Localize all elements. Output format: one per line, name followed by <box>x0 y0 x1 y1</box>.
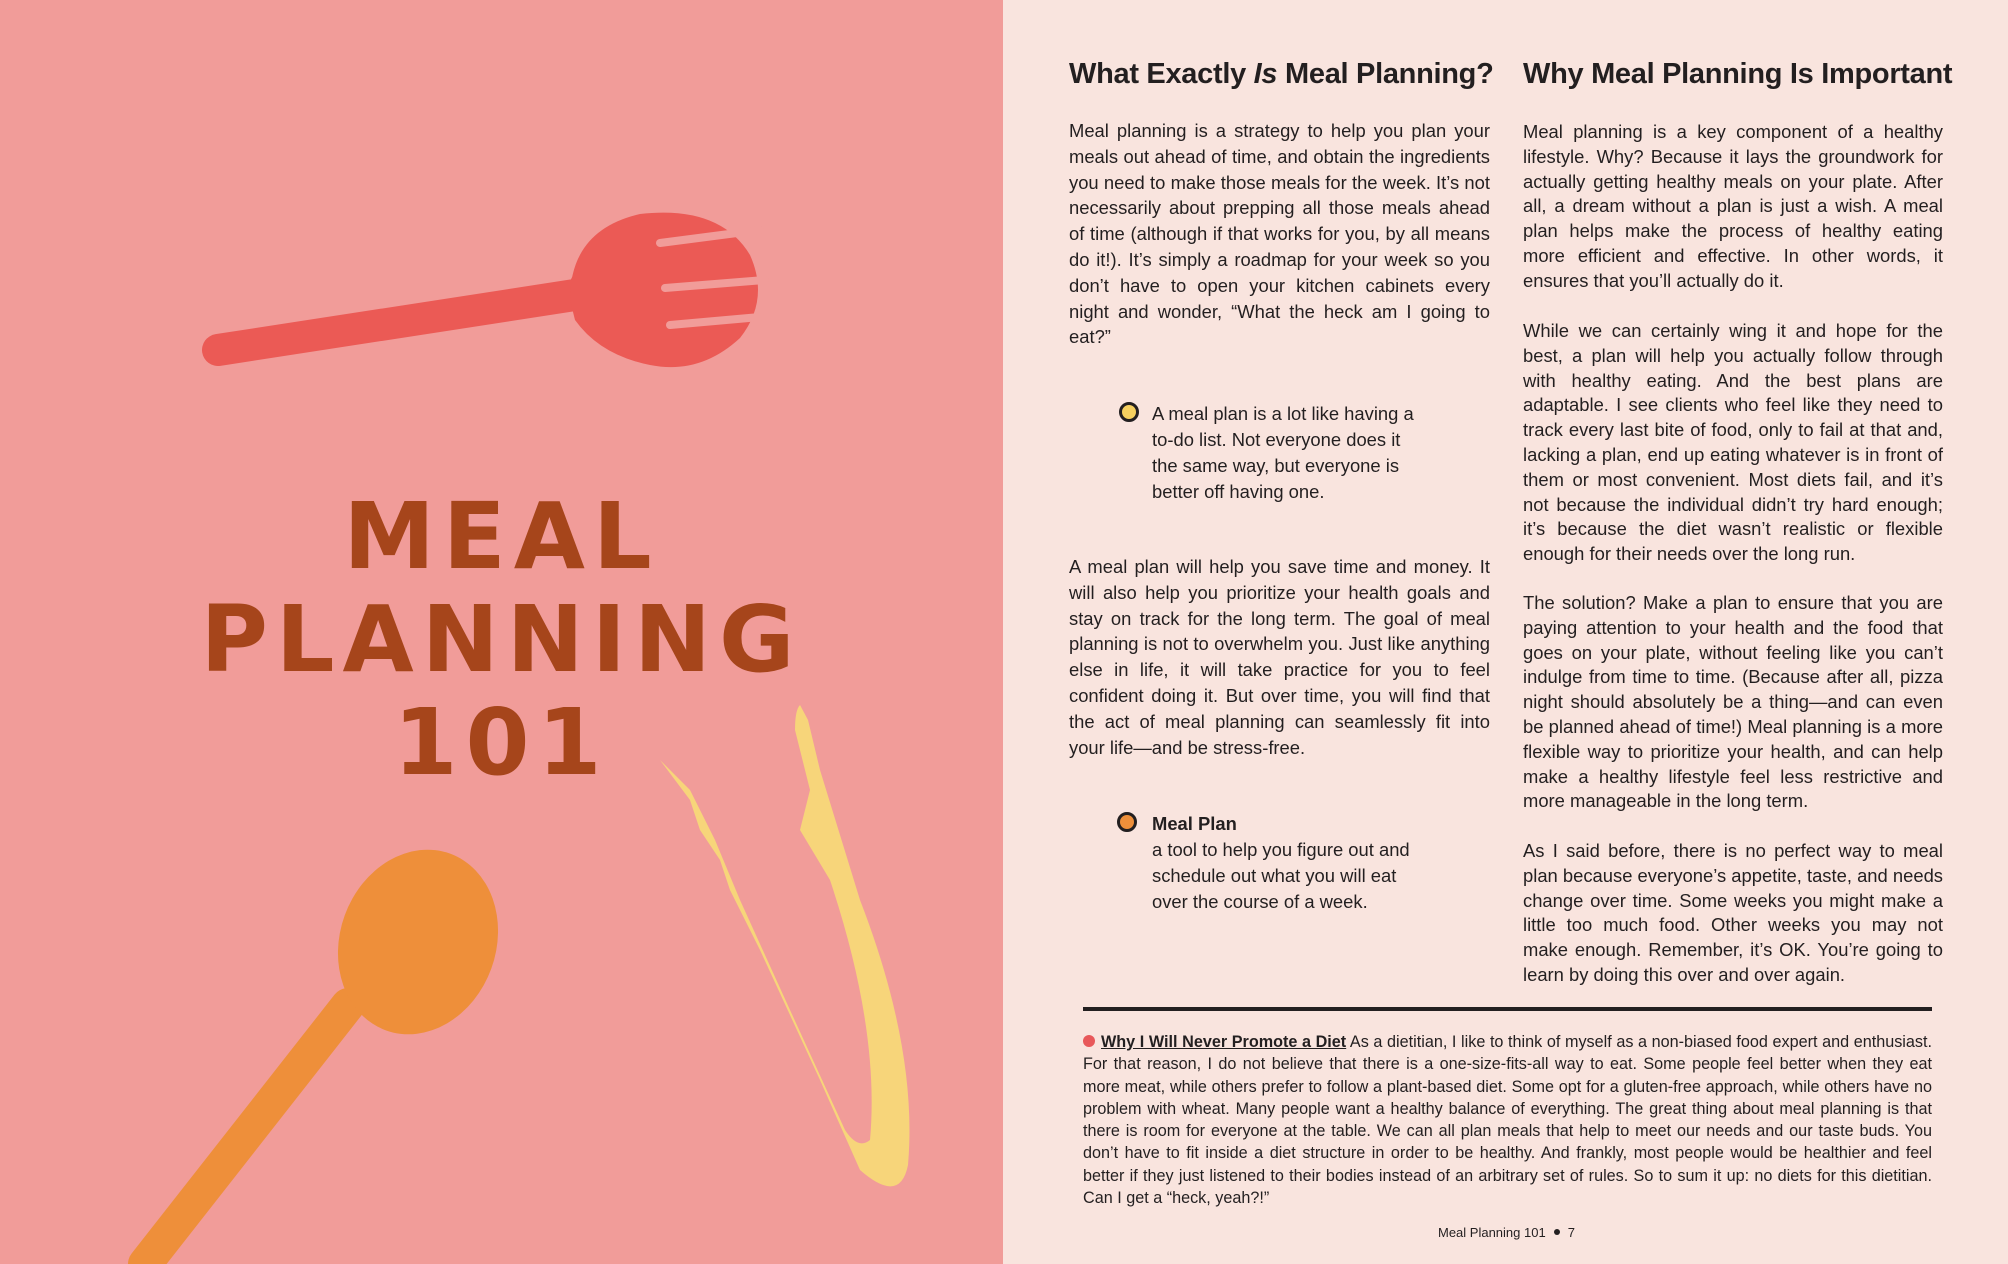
col2-para-1: Meal planning is a key component of a healthy lifestyle. Why? Because it lays the groundwork for actually getting healthy meals on your plate. After all, a dream without a plan is just a wish. A meal plan helps make the process of healthy eating more efficient and effective. In other words, it ensures that you’ll actually do it. <box>1523 121 1943 291</box>
page-footer <box>1438 1225 1575 1240</box>
spoon-icon <box>145 827 523 1264</box>
sidebar-bullet-icon <box>1083 1035 1095 1047</box>
sidebar-body: As a dietitian, I like to think of myself as a non-biased food expert and enthusiast. For that reason, I do not believe that there is a one-size-fits-all way to eat. Some people feel better when they eat more meat, while others prefer to follow a plant-based diet. Some opt for a gluten-free approach, while others have no problem with wheat. Many people want a healthy balance of everything. The great thing about meal planning is that there is room for everyone at the table. We can all plan meals that help to meet our needs and our taste buds. You don’t have to fit inside a diet structure in order to be healthy. And frankly, most people would be healthier and feel better if they just listened to their bodies instead of an arbitrary set of rules. So to sum it up: no diets for this dietitian. Can I get a “heck, yeah?!” <box>1083 1033 1932 1208</box>
footer-separator <box>1554 1229 1560 1235</box>
col2-para-3: The solution? Make a plan to ensure that you are paying attention to your health and the food that goes on your plate, without feeling like you can’t indulge from time to time. (Because after all, pizza night should absolutely be a thing—and can even be planned ahead of time!) Meal planning is a more flexible way to prioritize your health, and can help make a healthy lifestyle feel less restrictive and more manageable in the long term. <box>1523 592 1943 812</box>
col1-heading <box>1069 58 1494 91</box>
left-page <box>0 0 1003 1264</box>
chapter-title <box>0 485 1003 794</box>
col1-heading-post: Meal Planning? <box>1277 58 1494 90</box>
callout-dot-yellow <box>1119 402 1139 422</box>
running-head: Meal Planning 101 <box>1438 1225 1546 1240</box>
definition-text: a tool to help you figure out and schedule out what you will eat over the course of a week. <box>1152 839 1410 912</box>
col1-para-1: Meal planning is a strategy to help you plan your meals out ahead of time, and obtain the ingredients you need to make those meals for the week. It’s not necessarily about prepping all those meals ahead of time (although if that works for you, by all means do it!). It’s simply a roadmap for your week so you don’t have to open your kitchen cabinets every night and wonder, “What the heck am I going to eat?” <box>1069 120 1490 348</box>
sidebar-rule <box>1083 1007 1932 1011</box>
col2-heading: Why Meal Planning Is Important <box>1523 58 1953 90</box>
title-line-2: PLANNING <box>200 586 803 693</box>
col2-para-2: While we can certainly wing it and hope for the best, a plan will help you actually follow through with healthy eating. And the best plans are adaptable. I see clients who feel like they need to track every last bite of food, only to fail at that and, lacking a plan, end up eating whatever is in front of them or most convenient. Most diets fail, and it’s not because the individual didn’t try hard enough; it’s because the diet wasn’t realistic or flexible enough for their needs over the long run. <box>1523 320 1943 565</box>
page-number: 7 <box>1567 1225 1575 1240</box>
col1-heading-em: Is <box>1253 58 1278 90</box>
callout-dot-orange <box>1117 812 1137 832</box>
callout-definition <box>1152 811 1417 915</box>
col2-para-4: As I said before, there is no perfect way to meal plan because everyone’s appetite, taste, and needs change over time. Some weeks you might make a little too much food. Other weeks you may not make enough. Remember, it’s OK. You’re going to learn by doing this over and over again. <box>1523 840 1943 985</box>
callout-quote: A meal plan is a lot like having a to-do list. Not everyone does it the same way, but everyone is better off having one. <box>1152 403 1414 502</box>
title-line-3: 101 <box>393 689 610 796</box>
definition-term: Meal Plan <box>1152 813 1237 834</box>
col1-heading-pre: What Exactly <box>1069 58 1254 90</box>
sidebar-heading: Why I Will Never Promote a Diet <box>1101 1033 1347 1051</box>
title-line-1: MEAL <box>343 483 660 590</box>
col1-para-2: A meal plan will help you save time and money. It will also help you prioritize your health goals and stay on track for the long term. The goal of meal planning is not to overwhelm you. Just like anything else in life, it will take practice for you to feel confident doing it. But over time, you will find that the act of meal planning can seamlessly fit into your life—and be stress-free. <box>1069 556 1490 758</box>
fork-icon <box>218 213 765 368</box>
sidebar-box <box>1083 1031 1932 1209</box>
